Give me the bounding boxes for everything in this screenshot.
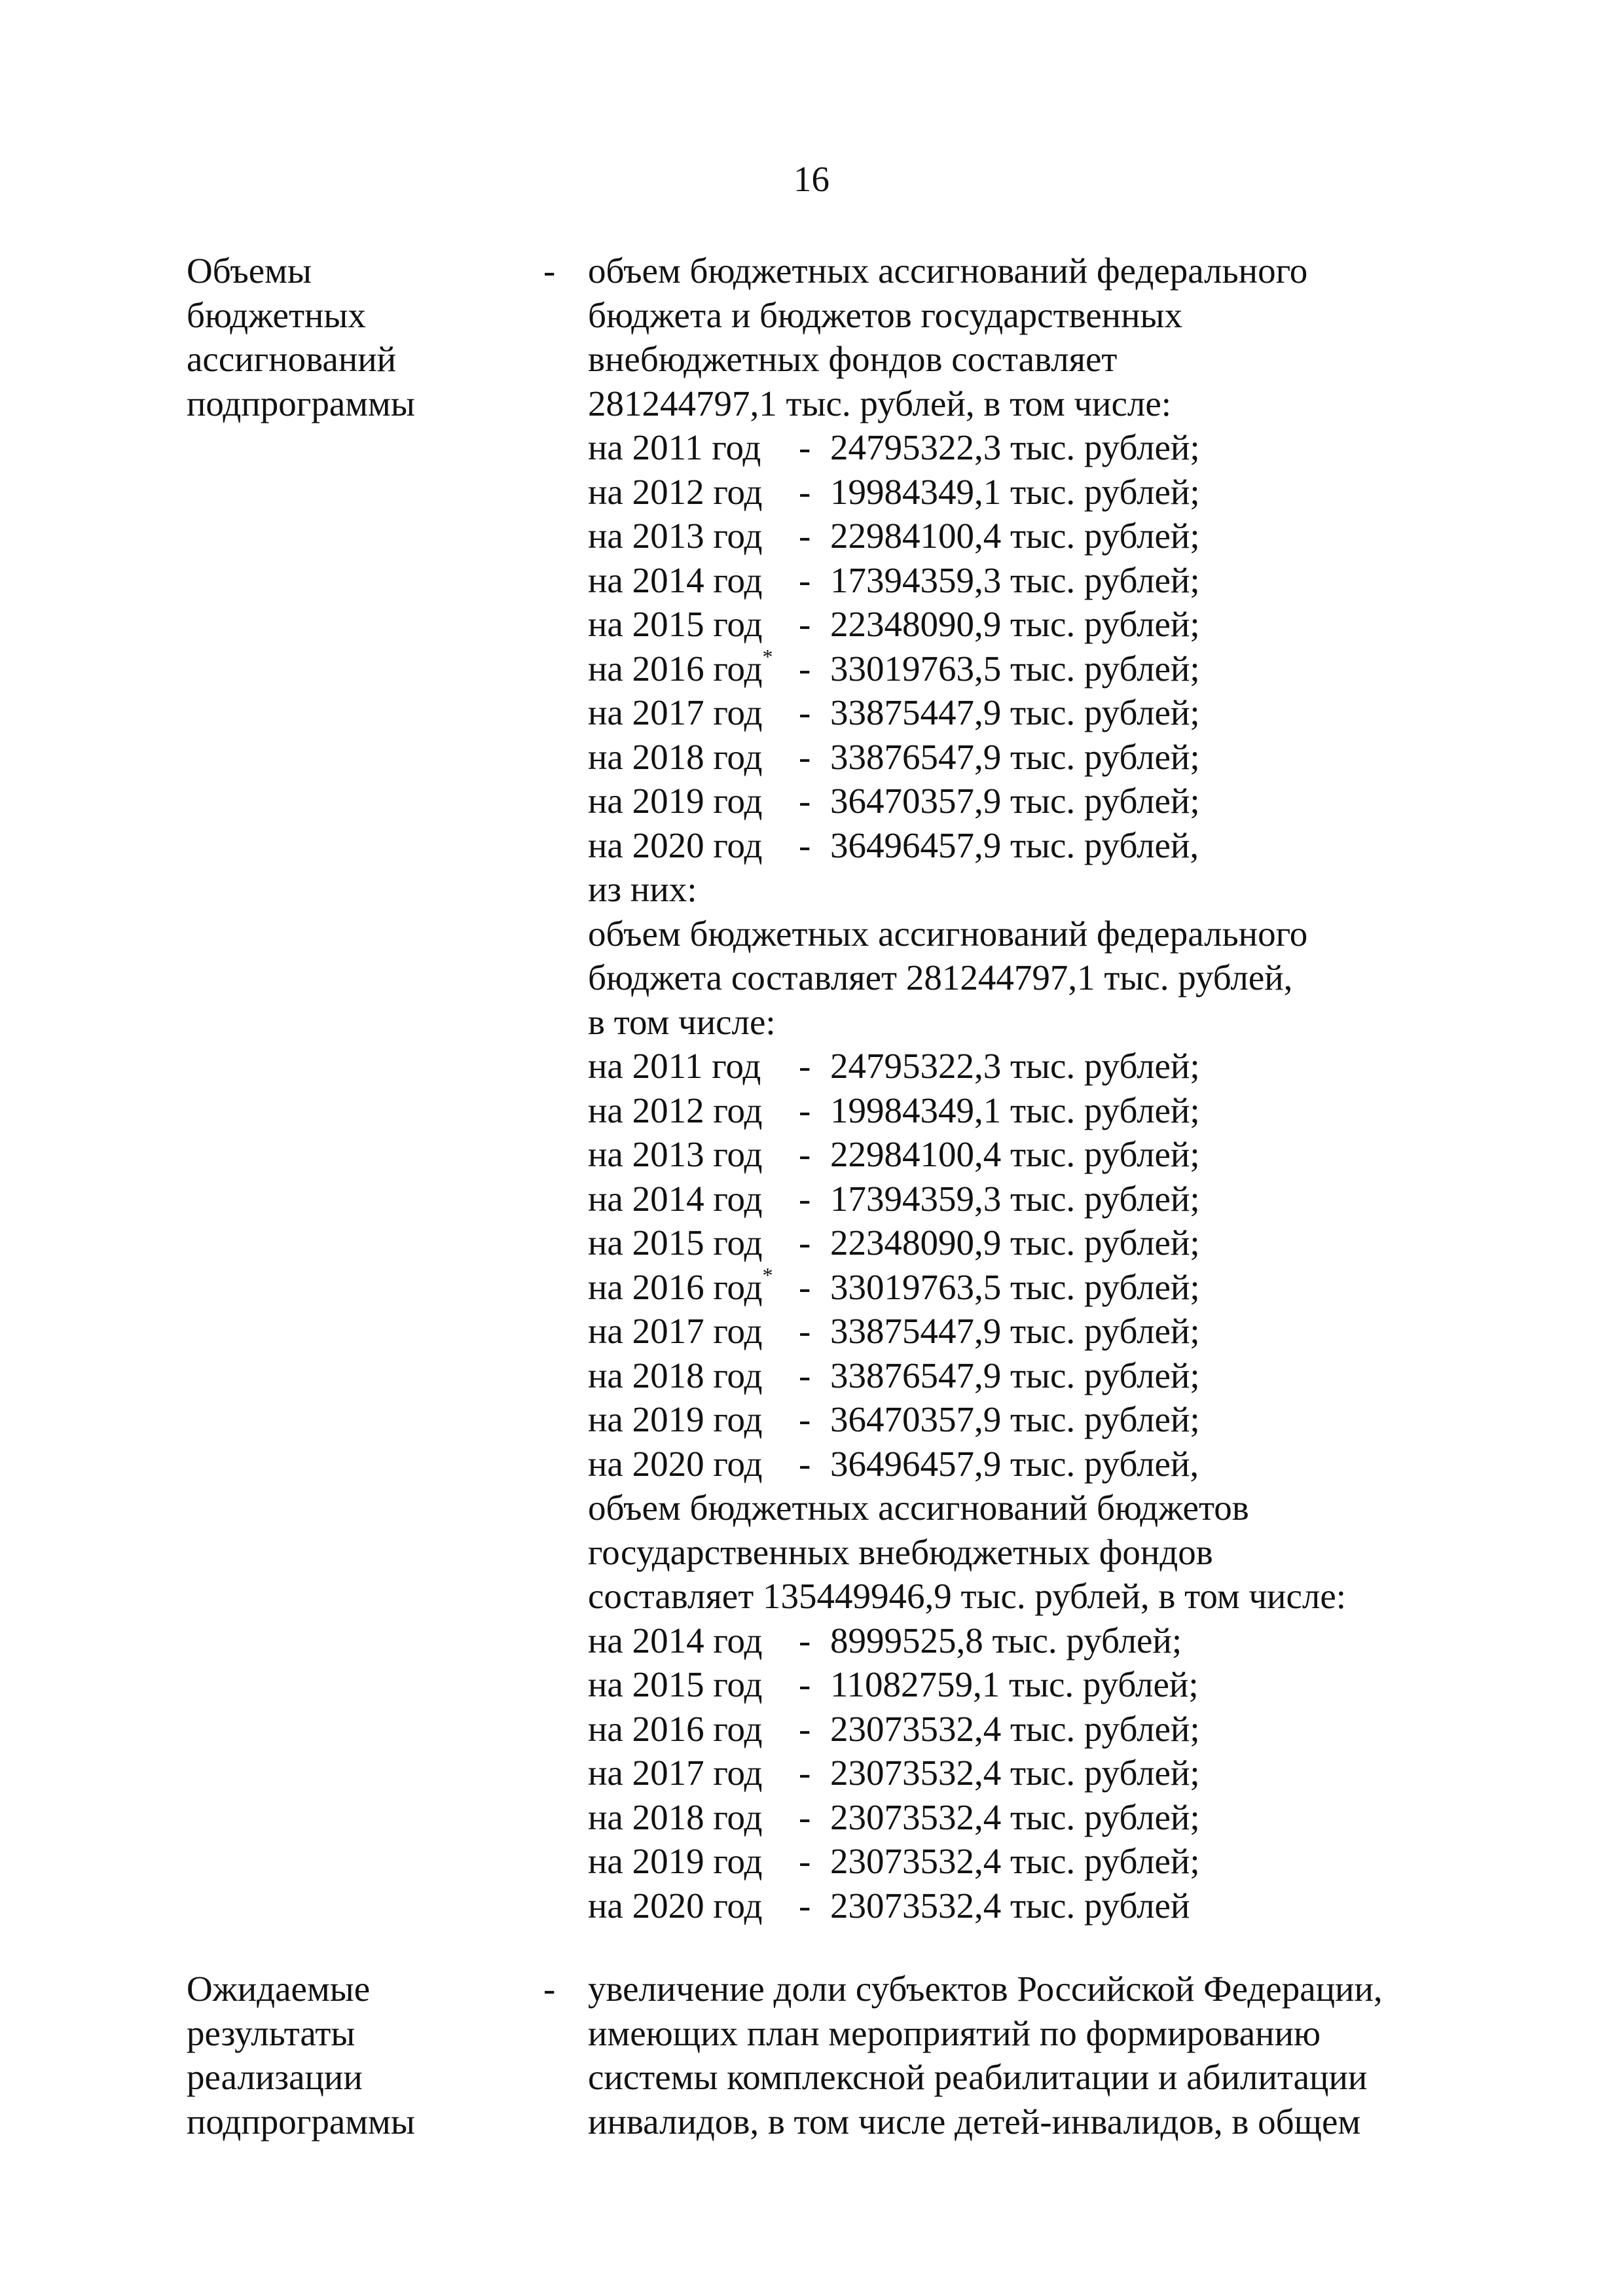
year-row [588, 647, 1570, 691]
year-label [588, 470, 830, 514]
year-text: на 2018 год [588, 736, 763, 777]
year-text: на 2016 год [588, 1266, 763, 1307]
year-text: на 2015 год [588, 604, 763, 644]
year-separator: - [799, 1355, 811, 1395]
year-text: на 2011 год [588, 1046, 761, 1086]
amount: 24795322,3 тыс. рублей; [830, 1046, 1200, 1086]
amount: 22984100,4 тыс. рублей; [830, 1134, 1200, 1174]
text-line: объем бюджетных ассигнований федерального [588, 913, 1308, 954]
amount: 19984349,1 тыс. рублей; [830, 471, 1200, 512]
amount: 23073532,4 тыс. рублей; [830, 1753, 1200, 1793]
text-line: в том числе: [588, 1001, 776, 1042]
year-label [588, 1221, 830, 1265]
year-row [588, 1662, 1570, 1707]
year-row [588, 823, 1570, 868]
year-text: на 2015 год [588, 1664, 763, 1704]
amount: 22348090,9 тыс. рублей; [830, 604, 1200, 644]
year-label [588, 1795, 830, 1840]
year-text: на 2014 год [588, 560, 763, 600]
amount: 33019763,5 тыс. рублей; [830, 1266, 1200, 1307]
results-dash: - [543, 1969, 556, 2009]
amount: 11082759,1 тыс. рублей; [830, 1664, 1199, 1704]
label-line: ассигнований [187, 339, 397, 379]
year-row [588, 1177, 1570, 1221]
text-line: объем бюджетных ассигнований бюджетов [588, 1488, 1249, 1528]
year-label [588, 691, 830, 735]
year-text: на 2020 год [588, 1885, 763, 1926]
year-row [588, 1044, 1570, 1088]
results-label [187, 1967, 514, 2144]
amount: 36496457,9 тыс. рублей, [830, 825, 1199, 865]
year-row [588, 514, 1570, 558]
year-label [588, 1751, 830, 1795]
year-label [588, 1044, 830, 1088]
year-label [588, 425, 830, 470]
label-line: Объемы [187, 251, 312, 291]
amount: 23073532,4 тыс. рублей; [830, 1708, 1200, 1749]
year-text: на 2017 год [588, 692, 763, 732]
label-line: подпрограммы [187, 383, 415, 423]
year-separator: - [799, 736, 811, 777]
year-separator: - [799, 471, 811, 512]
year-row [588, 1309, 1570, 1354]
label-line: бюджетных [187, 295, 366, 335]
year-text: на 2020 год [588, 825, 763, 865]
text-line: системы комплексной реабилитации и абилитации [588, 2057, 1368, 2097]
amount: 22984100,4 тыс. рублей; [830, 516, 1200, 556]
year-label [588, 647, 830, 691]
amount: 23073532,4 тыс. рублей [830, 1885, 1190, 1926]
year-separator: - [799, 604, 811, 644]
budget-dash: - [543, 251, 556, 291]
year-separator: - [799, 781, 811, 821]
year-label [588, 1884, 830, 1928]
year-text: на 2018 год [588, 1797, 763, 1837]
amount: 33875447,9 тыс. рублей; [830, 692, 1200, 732]
year-separator: - [799, 692, 811, 732]
text-line: из них: [588, 869, 697, 909]
year-label [588, 1707, 830, 1751]
year-text: на 2014 год [588, 1178, 763, 1219]
year-separator: - [799, 1046, 811, 1086]
year-text: на 2018 год [588, 1355, 763, 1395]
year-label [588, 558, 830, 603]
year-label [588, 1839, 830, 1884]
amount: 22348090,9 тыс. рублей; [830, 1223, 1200, 1263]
text-line: бюджета составляет 281244797,1 тыс. рублей, [588, 958, 1293, 997]
year-label [588, 779, 830, 823]
year-label [588, 1619, 830, 1663]
text-line: составляет 135449946,9 тыс. рублей, в том числе: [588, 1576, 1347, 1616]
year-text: на 2013 год [588, 516, 763, 556]
year-row [588, 1751, 1570, 1795]
year-separator: - [799, 1885, 811, 1926]
amount: 33876547,9 тыс. рублей; [830, 736, 1200, 777]
year-separator: - [799, 825, 811, 865]
amount: 33019763,5 тыс. рублей; [830, 648, 1200, 689]
year-row [588, 779, 1570, 823]
year-row [588, 602, 1570, 647]
text-line: 281244797,1 тыс. рублей, в том числе: [588, 383, 1172, 423]
year-text: на 2017 год [588, 1311, 763, 1351]
text-line: бюджета и бюджетов государственных [588, 295, 1182, 335]
year-row [588, 558, 1570, 603]
text-line: увеличение доли субъектов Российской Федерации, [588, 1969, 1383, 2009]
year-label [588, 1177, 830, 1221]
year-row [588, 1265, 1570, 1310]
year-separator: - [799, 1311, 811, 1351]
year-label [588, 1132, 830, 1177]
year-row [588, 470, 1570, 514]
year-label [588, 602, 830, 647]
year-row [588, 691, 1570, 735]
year-label [588, 823, 830, 868]
amount: 33876547,9 тыс. рублей; [830, 1355, 1200, 1395]
year-separator: - [799, 1753, 811, 1793]
year-separator: - [799, 1178, 811, 1219]
results-content [588, 1967, 1570, 2144]
text-line: инвалидов, в том числе детей-инвалидов, в общем [588, 2101, 1361, 2142]
year-row [588, 1397, 1570, 1442]
year-text: на 2017 год [588, 1753, 763, 1793]
year-text: на 2015 год [588, 1223, 763, 1263]
year-text: на 2019 год [588, 781, 763, 821]
text-line: внебюджетных фондов составляет [588, 339, 1118, 379]
year-label [588, 1442, 830, 1486]
year-label [588, 1397, 830, 1442]
year-separator: - [799, 1223, 811, 1263]
year-text: на 2019 год [588, 1841, 763, 1881]
year-separator: - [799, 1443, 811, 1484]
amount: 36496457,9 тыс. рублей, [830, 1443, 1199, 1484]
year-row [588, 1132, 1570, 1177]
year-label [588, 514, 830, 558]
amount: 36470357,9 тыс. рублей; [830, 1399, 1200, 1439]
year-separator: - [799, 427, 811, 467]
year-text: на 2020 год [588, 1443, 763, 1484]
footnote-mark: * [762, 1263, 773, 1287]
label-line: Ожидаемые [187, 1969, 371, 2009]
page-number: 16 [793, 159, 830, 199]
amount: 8999525,8 тыс. рублей; [830, 1620, 1182, 1660]
year-row [588, 1707, 1570, 1751]
year-text: на 2013 год [588, 1134, 763, 1174]
year-separator: - [799, 1090, 811, 1130]
amount: 19984349,1 тыс. рублей; [830, 1090, 1200, 1130]
year-row [588, 1795, 1570, 1840]
year-text: на 2014 год [588, 1620, 763, 1660]
year-row [588, 1354, 1570, 1398]
year-separator: - [799, 1664, 811, 1704]
year-separator: - [799, 516, 811, 556]
year-text: на 2012 год [588, 471, 763, 512]
label-line: результаты [187, 2013, 356, 2053]
year-label [588, 735, 830, 780]
year-separator: - [799, 1399, 811, 1439]
year-label [588, 1088, 830, 1133]
year-row [588, 1839, 1570, 1884]
year-label [588, 1265, 830, 1310]
text-line: объем бюджетных ассигнований федерального [588, 251, 1308, 291]
year-row [588, 1088, 1570, 1133]
year-text: на 2012 год [588, 1090, 763, 1130]
year-row [588, 1619, 1570, 1663]
year-label [588, 1662, 830, 1707]
amount: 17394359,3 тыс. рублей; [830, 560, 1200, 600]
year-text: на 2016 год [588, 648, 763, 689]
year-text: на 2011 год [588, 427, 761, 467]
amount: 23073532,4 тыс. рублей; [830, 1797, 1200, 1837]
label-line: реализации [187, 2057, 363, 2097]
year-row [588, 1442, 1570, 1486]
year-separator: - [799, 1266, 811, 1307]
year-row [588, 735, 1570, 780]
year-row [588, 425, 1570, 470]
year-separator: - [799, 1620, 811, 1660]
amount: 36470357,9 тыс. рублей; [830, 781, 1200, 821]
amount: 24795322,3 тыс. рублей; [830, 427, 1200, 467]
year-label [588, 1354, 830, 1398]
budget-content [588, 249, 1570, 1928]
year-label [588, 1309, 830, 1354]
year-row [588, 1884, 1570, 1928]
footnote-mark: * [762, 645, 773, 669]
budget-label [187, 249, 514, 425]
amount: 17394359,3 тыс. рублей; [830, 1178, 1200, 1219]
year-row [588, 1221, 1570, 1265]
year-separator: - [799, 1134, 811, 1174]
text-line: государственных внебюджетных фондов [588, 1532, 1213, 1572]
year-separator: - [799, 1797, 811, 1837]
year-text: на 2019 год [588, 1399, 763, 1439]
year-text: на 2016 год [588, 1708, 763, 1749]
amount: 33875447,9 тыс. рублей; [830, 1311, 1200, 1351]
amount: 23073532,4 тыс. рублей; [830, 1841, 1200, 1881]
year-separator: - [799, 1708, 811, 1749]
label-line: подпрограммы [187, 2101, 415, 2142]
text-line: имеющих план мероприятий по формированию [588, 2013, 1321, 2053]
year-separator: - [799, 648, 811, 689]
year-separator: - [799, 560, 811, 600]
year-separator: - [799, 1841, 811, 1881]
